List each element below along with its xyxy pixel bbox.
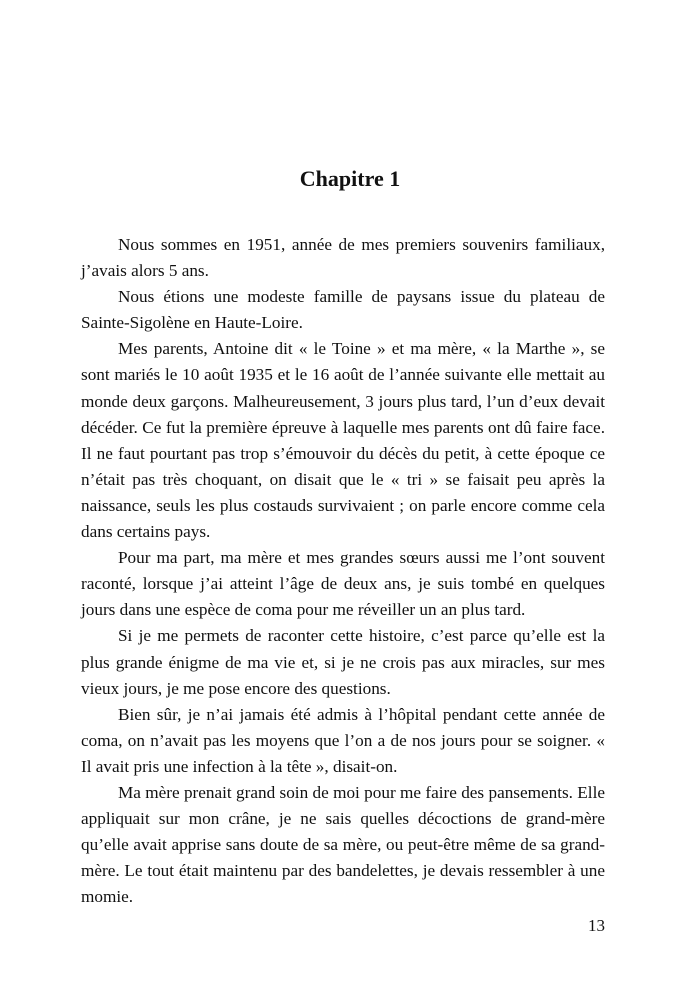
paragraph: Mes parents, Antoine dit « le Toine » et ma mère, « la Marthe », se sont mariés le 10 août 1935 et le 16 août de l’année suivante elle mettait au monde deux garçons. Malheureusement, 3 jours plus tard, l’un d’eux devait décéder. Ce fut la première épreuve à laquelle mes parents ont dû faire face. Il ne faut pourtant pas trop s’émouvoir du décès du petit, à cette époque ce n’était pas très choquant, on disait que le « tri » se faisait peu après la naissance, seuls les plus costauds survivaient ; on parle encore comme cela dans certains pays. — [81, 339, 605, 542]
page-number: 13 — [588, 916, 605, 935]
chapter-title: Chapitre 1 — [299, 166, 401, 191]
paragraph: Bien sûr, je n’ai jamais été admis à l’hôpital pendant cette année de coma, on n’avait pas les moyens que l’on a de nos jours pour se soigner. « Il avait pris une infection à la tête », disait-on. — [81, 704, 605, 776]
paragraph: Ma mère prenait grand soin de moi pour me faire des pansements. Elle appliquait sur mon crâne, je ne sais quelles décoctions de grand-mère qu’elle avait apprise sans doute de sa mère, ou peut-être même de sa grand-mère. Le tout était maintenu par des bandelettes, je devais ressembler à une momie. — [81, 782, 605, 907]
chapter-body — [81, 232, 605, 910]
paragraph: Nous étions une modeste famille de paysans issue du plateau de Sainte-Sigolène en Haute-Loire. — [81, 287, 605, 333]
paragraph: Nous sommes en 1951, année de mes premiers souvenirs familiaux, j’avais alors 5 ans. — [81, 235, 605, 281]
paragraph: Pour ma part, ma mère et mes grandes sœurs aussi me l’ont souvent raconté, lorsque j’ai atteint l’âge de deux ans, je suis tombé en quelques jours dans une espèce de coma pour me réveiller un an plus tard. — [81, 548, 605, 620]
paragraph: Si je me permets de raconter cette histoire, c’est parce qu’elle est la plus grande énigme de ma vie et, si je ne crois pas aux miracles, sur mes vieux jours, je me pose encore des questions. — [81, 626, 605, 698]
